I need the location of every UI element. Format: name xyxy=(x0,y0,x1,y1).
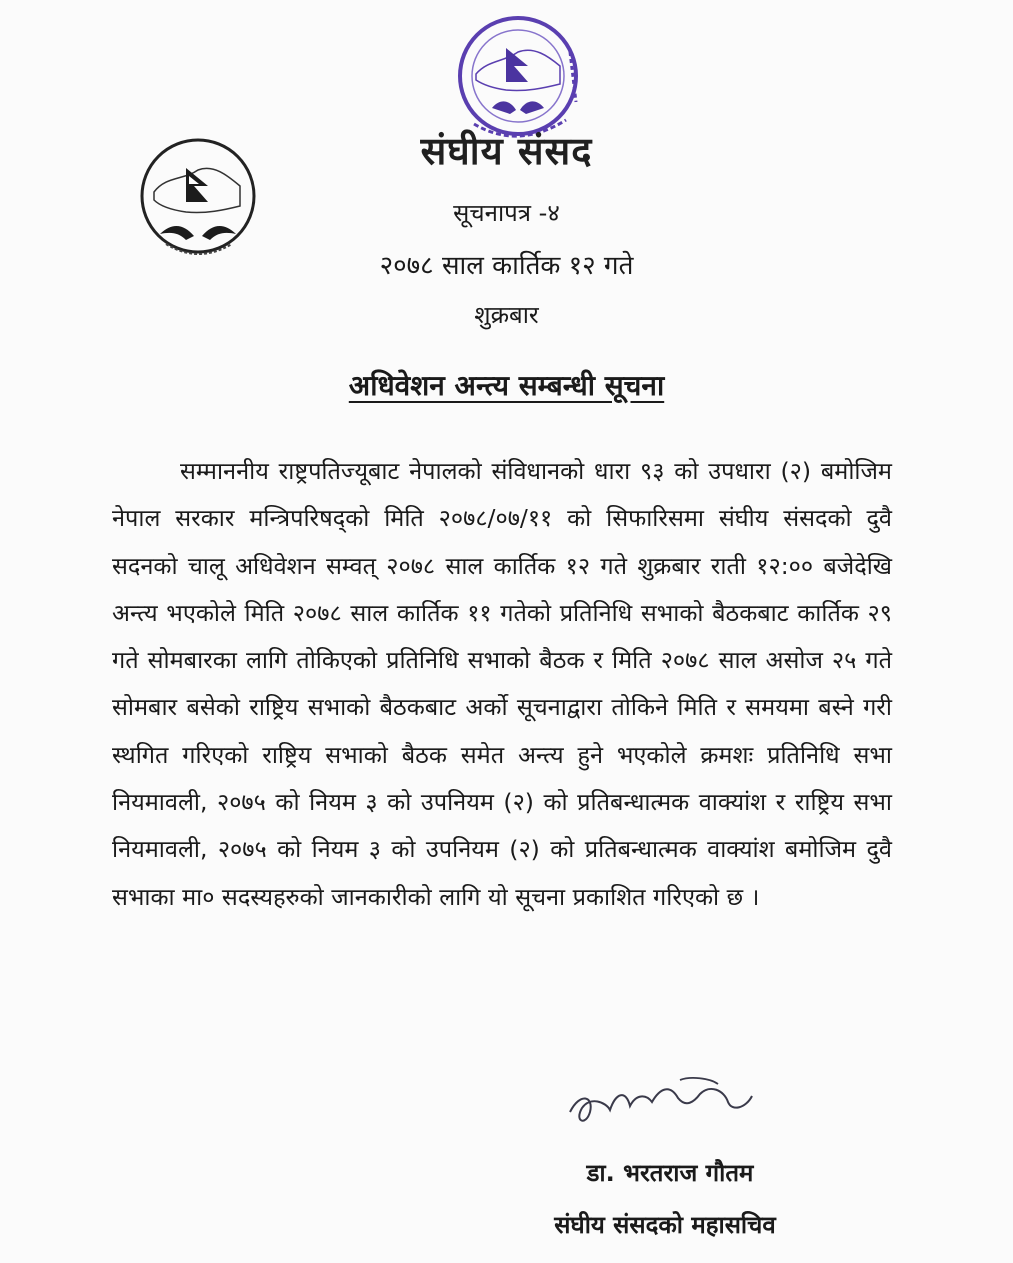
signer-name: डा. भरतराज गौतम xyxy=(586,1159,754,1187)
notice-body: सम्माननीय राष्ट्रपतिज्यूबाट नेपालको संविधानको धारा ९३ को उपधारा (२) बमोजिम नेपाल सरकार मन्त्रिपरिषद्को मिति २०७८/०७/११ को सिफारिसमा संघीय संसदको दुवै सदनको चालू अधिवेशन सम्वत् २०७८ साल कार्तिक १२ गते शुक्रबार राती १२:०० बजेदेखि अन्त्य भएकोले मिति २०७८ साल कार्तिक ११ गतेको प्रतिनिधि सभाको बैठकबाट कार्तिक २९ गते सोमबारका लागि तोकिएको प्रतिनिधि सभाको बैठक र मिति २०७८ साल असोज २५ गते सोमबार बसेको राष्ट्रिय सभाको बैठकबाट अर्को सूचनाद्वारा तोकिने मिति र समयमा बस्ने गरी स्थगित गरिएको राष्ट्रिय सभाको बैठक समेत अन्त्य हुने भएकोले क्रमशः प्रतिनिधि सभा नियमावली, २०७५ को नियम ३ को उपनियम (२) को प्रतिबन्धात्मक वाक्यांश र राष्ट्रिय सभा नियमावली, २०७५ को नियम ३ को उपनियम (२) को प्रतिबन्धात्मक वाक्यांश बमोजिम दुवै सभाका मा० सदस्यहरुको जानकारीको लागि यो सूचना प्रकाशित गरिएको छ । xyxy=(112,457,892,911)
signer-title: संघीय संसदको महासचिव xyxy=(554,1211,776,1239)
notice-title: अधिवेशन अन्त्य सम्बन्धी सूचना xyxy=(348,369,665,402)
organization-name: संघीय संसद xyxy=(420,129,593,173)
notice-date: २०७८ साल कार्तिक १२ गते xyxy=(379,251,634,281)
notice-number: सूचनापत्र -४ xyxy=(453,199,560,227)
handwritten-signature xyxy=(560,1072,760,1134)
notice-day: शुक्रबार xyxy=(474,301,539,329)
